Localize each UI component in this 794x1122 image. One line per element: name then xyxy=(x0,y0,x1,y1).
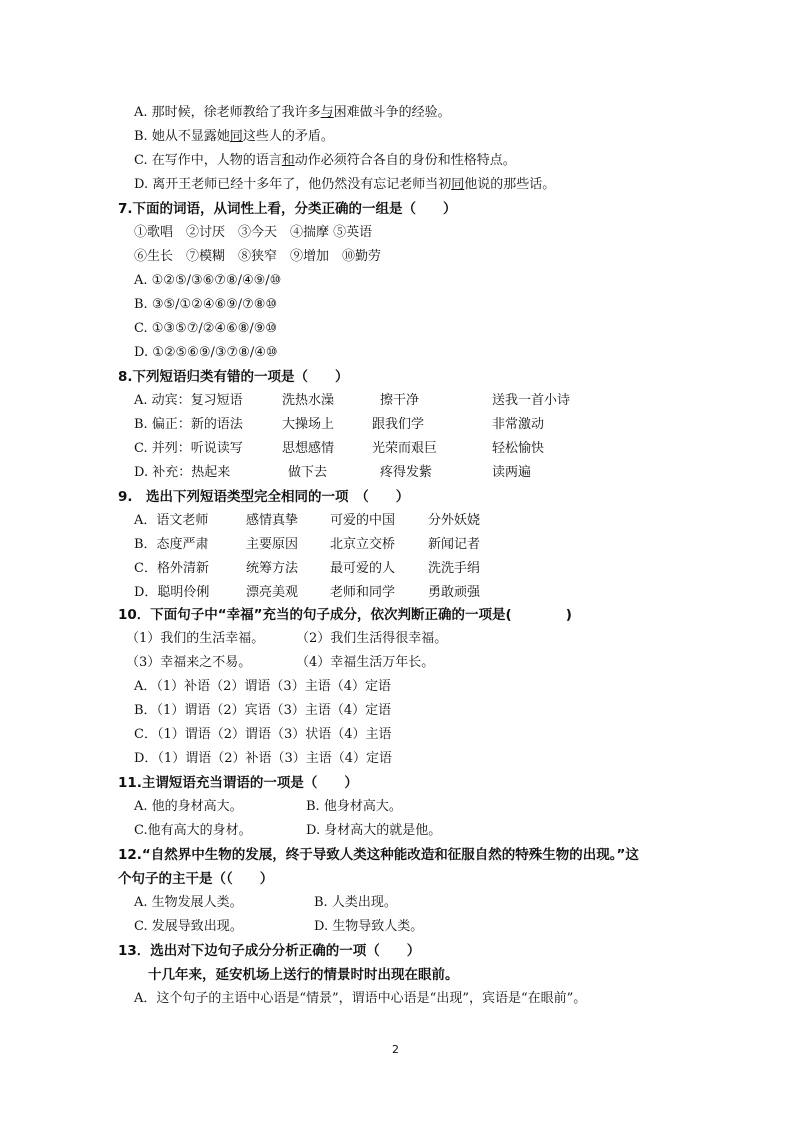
q13-sentence: 十几年来，延安机场上送行的情景时时出现在眼前。 xyxy=(148,967,459,983)
q9-cell: 最可爱的人 xyxy=(330,561,396,576)
q9-cell: 统筹方法 xyxy=(246,561,299,576)
q8-cell: 大操场上 xyxy=(282,417,335,432)
prev-option-c xyxy=(134,152,516,170)
q8-cell: 洗热水澡 xyxy=(282,393,335,408)
q10-stem: 10．下面句子中“幸福”充当的句子成分，依次判断正确的一项是( ) xyxy=(118,607,572,623)
q9-cell: B．态度严肃 xyxy=(134,537,209,552)
option-text: C. 在写作中，人物的语言 xyxy=(134,153,282,168)
q9-cell: 感情真挚 xyxy=(246,513,299,528)
q9-cell: 主要原因 xyxy=(246,537,299,552)
q8-cell: 非常激动 xyxy=(492,417,545,432)
q8-cell: 擦干净 xyxy=(380,393,420,408)
q7-words-row2: ⑥生长 ⑦模糊 ⑧狭窄 ⑨增加 ⑩勤劳 xyxy=(134,249,382,264)
q8-stem: 8.下列短语归类有错的一项是（ ） xyxy=(118,369,349,385)
q8-cell: 送我一首小诗 xyxy=(492,393,571,408)
q9-cell: 新闻记者 xyxy=(428,537,481,552)
q8-cell: 疼得发紫 xyxy=(380,465,433,480)
q9-cell: C．格外清新 xyxy=(134,561,209,576)
q7-option-a: A. ①②⑤/③⑥⑦⑧/④⑨/⑩ xyxy=(134,273,282,288)
q12-option-a: A. 生物发展人类。 xyxy=(134,895,243,910)
q9-cell: A．语文老师 xyxy=(134,513,209,528)
q7-stem: 7.下面的词语，从词性上看，分类正确的一组是（ ） xyxy=(118,201,457,217)
q13-stem: 13．选出对下边句子成分分析正确的一项（ ） xyxy=(118,943,421,959)
q12-option-c: C. 发展导致出现。 xyxy=(134,919,243,934)
q11-option-b: B. 他身材高大。 xyxy=(306,799,402,814)
q7-option-c: C. ①③⑤⑦/②④⑥⑧/⑨⑩ xyxy=(134,321,278,336)
q9-cell: D．聪明伶俐 xyxy=(134,585,210,600)
q10-option-c: C．（1）谓语（2）谓语（3）状语（4）主语 xyxy=(134,727,392,742)
q9-stem: 9. 选出下列短语类型完全相同的一项 （ ） xyxy=(118,489,410,505)
q10-sentence-2: （2）我们生活得很幸福。 xyxy=(296,631,448,646)
q9-cell: 可爱的中国 xyxy=(330,513,396,528)
q8-cell: A. 动宾：复习短语 xyxy=(134,393,243,408)
q10-option-a: A．（1）补语（2）谓语（3）主语（4）定语 xyxy=(134,679,391,694)
q8-cell: B. 偏正：新的语法 xyxy=(134,417,243,432)
q8-cell: C. 并列：听说读写 xyxy=(134,441,243,456)
q9-cell: 分外妖娆 xyxy=(428,513,481,528)
q8-cell: 跟我们学 xyxy=(372,417,425,432)
q8-cell: D. 补充：热起来 xyxy=(134,465,231,480)
q10-sentence-1: （1）我们的生活幸福。 xyxy=(126,631,265,646)
q7-option-d: D. ①②⑤⑥⑨/③⑦⑧/④⑩ xyxy=(134,345,278,360)
option-text: 动作必须符合各自的身份和性格特点。 xyxy=(294,153,516,168)
q12-option-d: D. 生物导致人类。 xyxy=(314,919,424,934)
option-text: A. 那时候，徐老师教给了我许多 xyxy=(134,105,321,120)
q9-cell: 勇敢顽强 xyxy=(428,585,481,600)
q8-cell: 做下去 xyxy=(288,465,328,480)
underlined-word: 同 xyxy=(229,129,243,144)
q8-cell: 读两遍 xyxy=(492,465,532,480)
prev-option-b xyxy=(134,128,334,146)
prev-option-a xyxy=(134,104,451,122)
underlined-word: 与 xyxy=(320,105,334,120)
option-text: 这些人的矛盾。 xyxy=(242,129,334,144)
q7-option-b: B. ③⑤/①②④⑥⑨/⑦⑧⑩ xyxy=(134,297,278,312)
option-text: 困难做斗争的经验。 xyxy=(333,105,451,120)
q10-option-b: B．（1）谓语（2）宾语（3）主语（4）定语 xyxy=(134,703,392,718)
q9-cell: 漂亮美观 xyxy=(246,585,299,600)
q12-stem-line1: 12.“自然界中生物的发展，终于导致人类这种能改造和征服自然的特殊生物的出现。”这 xyxy=(118,847,639,863)
option-text: 他说的那些话。 xyxy=(464,177,556,192)
q11-option-a: A. 他的身材高大。 xyxy=(134,799,243,814)
option-text: B. 她从不显露她 xyxy=(134,129,230,144)
q12-stem-line2: 个句子的主干是（（ ） xyxy=(118,871,274,887)
q8-cell: 思想感情 xyxy=(282,441,335,456)
q10-option-d: D．（1）谓语（2）补语（3）主语（4）定语 xyxy=(134,751,393,766)
prev-option-d xyxy=(134,176,555,194)
q11-option-c: C.他有高大的身材。 xyxy=(134,823,252,838)
q8-cell: 轻松愉快 xyxy=(492,441,545,456)
q9-cell: 北京立交桥 xyxy=(330,537,396,552)
underlined-word: 和 xyxy=(281,153,295,168)
page-number: 2 xyxy=(392,1043,399,1056)
underlined-word: 同 xyxy=(451,177,465,192)
q11-option-d: D. 身材高大的就是他。 xyxy=(306,823,442,838)
q9-cell: 洗洗手绢 xyxy=(428,561,481,576)
q8-cell: 光荣而艰巨 xyxy=(372,441,438,456)
q13-option-a: A．这个句子的主语中心语是“情景”，谓语中心语是“出现”，宾语是“在眼前”。 xyxy=(134,991,587,1006)
q10-sentence-4: （4）幸福生活万年长。 xyxy=(296,655,435,670)
q9-cell: 老师和同学 xyxy=(330,585,396,600)
q12-option-b: B. 人类出现。 xyxy=(314,895,397,910)
q10-sentence-3: （3）幸福来之不易。 xyxy=(126,655,252,670)
q11-stem: 11.主谓短语充当谓语的一项是（ ） xyxy=(118,775,358,791)
option-text: D. 离开王老师已经十多年了，他仍然没有忘记老师当初 xyxy=(134,177,452,192)
q7-words-row1: ①歌唱 ②讨厌 ③今天 ④揣摩 ⑤英语 xyxy=(134,225,373,240)
